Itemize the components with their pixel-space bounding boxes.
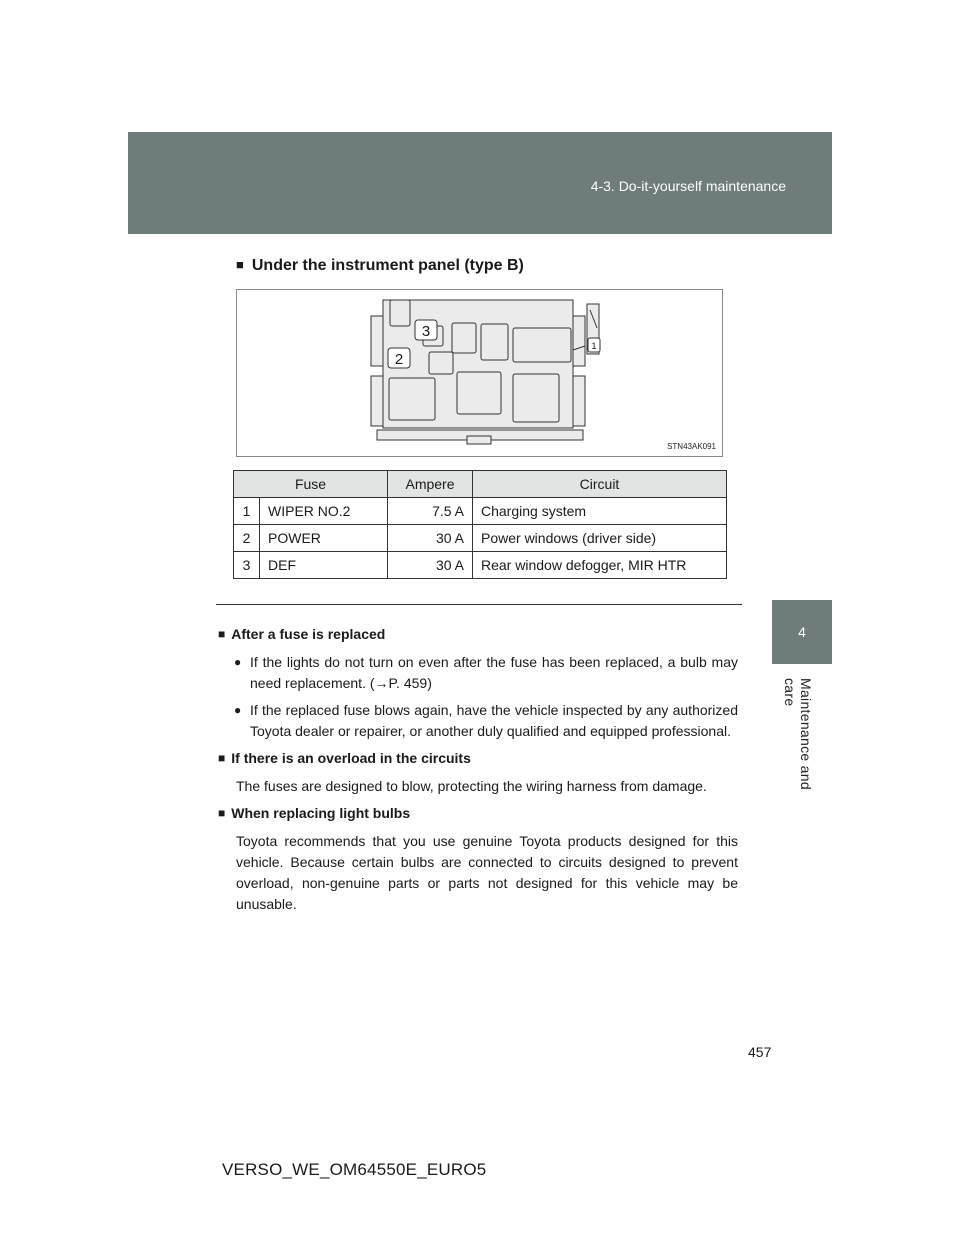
cell-fuse: DEF <box>260 552 388 579</box>
cell-circuit: Power windows (driver side) <box>473 525 727 552</box>
note-item: ● If the lights do not turn on even after the fuse has been replaced, a bulb may need replacement. (→P. 459) <box>236 652 738 694</box>
cell-ampere: 30 A <box>388 552 473 579</box>
table-row <box>234 498 727 525</box>
fuse-table <box>233 470 727 579</box>
callout-2: 2 <box>394 351 404 368</box>
header-fuse: Fuse <box>234 471 388 498</box>
cell-number: 3 <box>234 552 260 579</box>
note-title: ■ If there is an overload in the circuits <box>218 748 738 770</box>
table-row <box>234 552 727 579</box>
fuse-box-diagram <box>236 289 723 457</box>
note-item: ● If the replaced fuse blows again, have the vehicle inspected by any authorized Toyota dealer or repairer, or another duly qualified and equipped professional. <box>236 700 738 742</box>
page-number: 457 <box>748 1044 772 1060</box>
cell-circuit: Charging system <box>473 498 727 525</box>
section-label: 4-3. Do-it-yourself maintenance <box>590 178 786 194</box>
section-heading: ■ Under the instrument panel (type B) <box>236 257 524 275</box>
fuse-box-illustration <box>237 290 722 456</box>
cell-number: 2 <box>234 525 260 552</box>
table-header-row <box>234 471 727 498</box>
cell-ampere: 30 A <box>388 525 473 552</box>
footer-code: VERSO_WE_OM64550E_EURO5 <box>222 1160 487 1179</box>
note-title: ■ After a fuse is replaced <box>218 624 738 646</box>
header-ampere: Ampere <box>388 471 473 498</box>
diagram-code: STN43AK091 <box>667 442 716 451</box>
chapter-tab: 4 <box>772 600 832 664</box>
chapter-label: Maintenance and care <box>782 678 814 790</box>
header-band <box>128 132 832 234</box>
cell-number: 1 <box>234 498 260 525</box>
cell-ampere: 7.5 A <box>388 498 473 525</box>
note-title: ■ When replacing light bulbs <box>218 803 738 825</box>
callout-1: 1 <box>591 341 597 351</box>
header-circuit: Circuit <box>473 471 727 498</box>
cell-fuse: POWER <box>260 525 388 552</box>
cell-circuit: Rear window defogger, MIR HTR <box>473 552 727 579</box>
note-body: Toyota recommends that you use genuine Toyota products designed for this vehicle. Because certain bulbs are connected to circuits designed to prevent overload, non-genuine parts or parts not designed for this vehicle may be unusable. <box>236 833 738 912</box>
cell-fuse: WIPER NO.2 <box>260 498 388 525</box>
section-divider <box>216 604 742 605</box>
note-body: The fuses are designed to blow, protecting the wiring harness from damage. <box>236 778 707 794</box>
notes-section <box>218 624 738 921</box>
table-row <box>234 525 727 552</box>
callout-3: 3 <box>421 323 431 340</box>
